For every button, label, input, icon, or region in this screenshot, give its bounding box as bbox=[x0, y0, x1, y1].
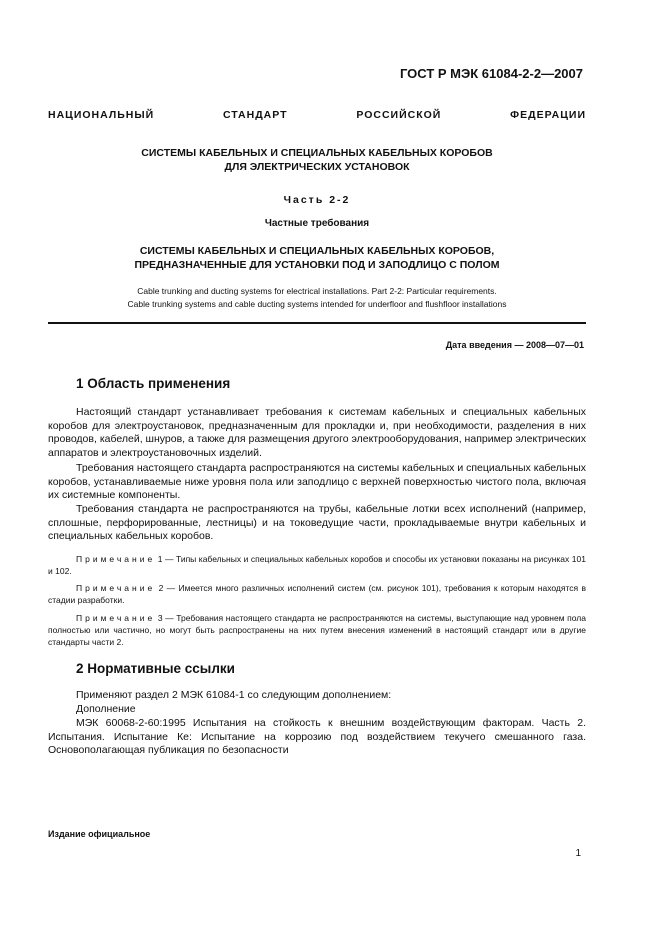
note-text: 2 — Имеется много различных исполнений систем (см. рисунок 101), требования к которым находятся в стадии разработки. bbox=[48, 583, 586, 605]
page-number: 1 bbox=[575, 848, 581, 859]
part-title bbox=[48, 244, 586, 272]
national-standard-banner: НАЦИОНАЛЬНЫЙ СТАНДАРТ РОССИЙСКОЙ ФЕДЕРАЦИИ bbox=[48, 109, 586, 121]
section-1-heading: 1 Область применения bbox=[76, 376, 231, 391]
note-2 bbox=[48, 582, 586, 606]
section-2-paragraph-1: Применяют раздел 2 МЭК 61084-1 со следующим дополнением: bbox=[76, 689, 392, 701]
section-2-paragraph-3: МЭК 60068-2-60:1995 Испытания на стойкость к внешним воздействующим факторам. Часть 2. Испытания. Испытание Ке: Испытание на коррозию под воздействием текучего смешанного газа. Основополагающая публикация по безопасности bbox=[48, 717, 586, 756]
document-title bbox=[48, 146, 586, 174]
note-label: Примечание bbox=[76, 554, 156, 564]
note-3 bbox=[48, 612, 586, 648]
english-title-line-1: Cable trunking and ducting systems for electrical installations. Part 2-2: Particular requirements. bbox=[137, 286, 497, 296]
note-1 bbox=[48, 553, 586, 577]
part-subtitle: Частные требования bbox=[264, 218, 370, 229]
section-1-paragraph-1: Настоящий стандарт устанавливает требования к системам кабельных и специальных кабельных коробов для электроустановок, предназначенным для прокладки и, при необходимости, разделения в них проводов, кабелей, шнуров, а также для размещения другого электрооборудования, например электрических аппаратов и электроустановочных изделий. bbox=[48, 406, 586, 459]
introduction-date: Дата введения — 2008—07—01 bbox=[445, 340, 584, 350]
section-2-heading: 2 Нормативные ссылки bbox=[76, 661, 235, 676]
section-1-paragraph-2: Требования настоящего стандарта распространяются на системы кабельных и специальных кабельных коробов, устанавливаемые ниже уровня пола или заподлицо с верхней поверхностью чистого пола, включая их системные компоненты. bbox=[48, 462, 586, 501]
title-line-2: ДЛЯ ЭЛЕКТРИЧЕСКИХ УСТАНОВОК bbox=[224, 161, 410, 173]
english-title-line-2: Cable trunking systems and cable ducting systems intended for underfloor and flushfloor installations bbox=[127, 299, 507, 309]
note-text: 1 — Типы кабельных и специальных кабельных коробов и способы их установки показаны на рисунках 101 и 102. bbox=[48, 554, 586, 576]
title-line-1: СИСТЕМЫ КАБЕЛЬНЫХ И СПЕЦИАЛЬНЫХ КАБЕЛЬНЫХ КОРОБОВ bbox=[141, 147, 493, 159]
section-1-paragraph-3: Требования стандарта не распространяются на трубы, кабельные лотки всех исполнений (например, сплошные, перфорированные, лестницы) и на токоведущие части, прокладываемые внутри кабельных и специальных кабельных коробов. bbox=[48, 503, 586, 542]
section-2-paragraph-2: Дополнение bbox=[76, 703, 136, 715]
divider bbox=[48, 322, 586, 324]
english-title bbox=[48, 285, 586, 311]
note-label: Примечание bbox=[76, 613, 156, 623]
part-label: Часть 2-2 bbox=[283, 194, 351, 206]
note-text: 3 — Требования настоящего стандарта не распространяются на системы, выступающие над уровнем пола полностью или частично, но могут быть распространены на них путем внесения изменений в настоящий стандарт или в другие стандарты части 2. bbox=[48, 613, 586, 647]
part-title-line-2: ПРЕДНАЗНАЧЕННЫЕ ДЛЯ УСТАНОВКИ ПОД И ЗАПОДЛИЦО С ПОЛОМ bbox=[134, 259, 500, 271]
part-title-line-1: СИСТЕМЫ КАБЕЛЬНЫХ И СПЕЦИАЛЬНЫХ КАБЕЛЬНЫХ КОРОБОВ, bbox=[139, 245, 495, 257]
official-edition-label: Издание официальное bbox=[48, 829, 151, 839]
note-label: Примечание bbox=[76, 583, 156, 593]
standard-number: ГОСТ Р МЭК 61084-2-2—2007 bbox=[399, 66, 583, 81]
